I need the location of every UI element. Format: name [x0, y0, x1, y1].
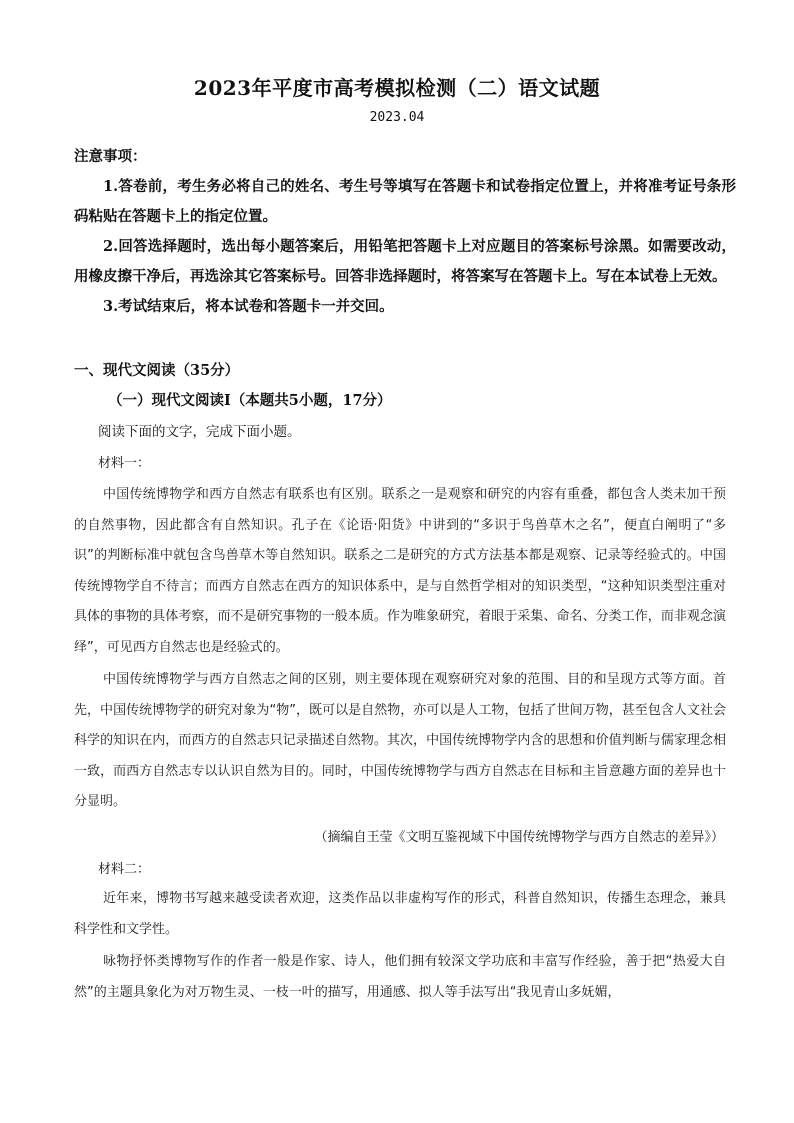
material-1-source: （摘编自王莹《文明互鉴视域下中国传统博物学与西方自然志的差异》） [314, 830, 724, 845]
material-1-label: 材料一： [98, 456, 151, 471]
notice-heading: 注意事项： [74, 148, 147, 165]
material-1-paragraph: 中国传统博物学与西方自然志之间的区别，则主要体现在观察研究对象的范围、目的和呈现方式等方面。首先，中国传统博物学的研究对象为“物”，既可以是自然物，亦可以是人工物，包括了世间万物，甚至包含人文社会科学的知识在内，而西方的自然志只记录描述自然物。其次，中国传统博物学内含的思想和价值判断与儒家理念相一致，而西方自然志专以认识自然为目的。同时，中国传统博物学与西方自然志在目标和主旨意趣方面的差异也十分显明。 [74, 672, 726, 809]
notice-block [74, 142, 736, 322]
notice-item-1: 1.答卷前，考生务必将自己的姓名、考生号等填写在答题卡和试卷指定位置上，并将准考证号条形码粘贴在答题卡上的指定位置。 [74, 178, 736, 225]
exam-title: 2023年平度市高考模拟检测（二）语文试题 [193, 76, 601, 100]
notice-item-3: 3.考试结束后，将本试卷和答题卡一并交回。 [103, 298, 394, 315]
exam-date: 2023.04 [369, 110, 425, 125]
material-2-paragraph: 近年来，博物书写越来越受读者欢迎，这类作品以非虚构写作的形式，科普自然知识，传播生态理念，兼具科学性和文学性。 [74, 891, 726, 937]
material-2-label: 材料二： [98, 862, 151, 877]
reading-instruction: 阅读下面的文字，完成下面小题。 [98, 424, 301, 440]
material-1-body [74, 480, 726, 818]
section-heading: 一、现代文阅读（35分） [74, 362, 240, 379]
material-2-body [74, 884, 726, 1008]
material-1-paragraph: 中国传统博物学和西方自然志有联系也有区别。联系之一是观察和研究的内容有重叠，都包含人类未加干预的自然事物，因此都含有自然知识。孔子在《论语·阳货》中讲到的“多识于鸟兽草木之名”，便直白阐明了“多识”的判断标准中就包含鸟兽草木等自然知识。联系之二是研究的方式方法基本都是观察、记录等经验式的。中国传统博物学自不待言；而西方自然志在西方的知识体系中，是与自然哲学相对的知识类型，“这种知识类型注重对具体的事物的具体考察，而不是研究事物的一般本质。作为唯象研究，着眼于采集、命名、分类工作，而非观念演绎”，可见西方自然志也是经验式的。 [74, 487, 726, 655]
subsection-heading: （一）现代文阅读Ⅰ（本题共5小题，17分） [108, 392, 392, 409]
material-2-paragraph: 咏物抒怀类博物写作的作者一般是作家、诗人，他们拥有较深文学功底和丰富写作经验，善于把“热爱大自然”的主题具象化为对万物生灵、一枝一叶的描写，用通感、拟人等手法写出“我见青山多妩媚， [74, 954, 726, 1000]
notice-item-2: 2.回答选择题时，选出每小题答案后，用铅笔把答题卡上对应题目的答案标号涂黑。如需要改动，用橡皮擦干净后，再选涂其它答案标号。回答非选择题时，将答案写在答题卡上。写在本试卷上无效。 [74, 238, 736, 285]
